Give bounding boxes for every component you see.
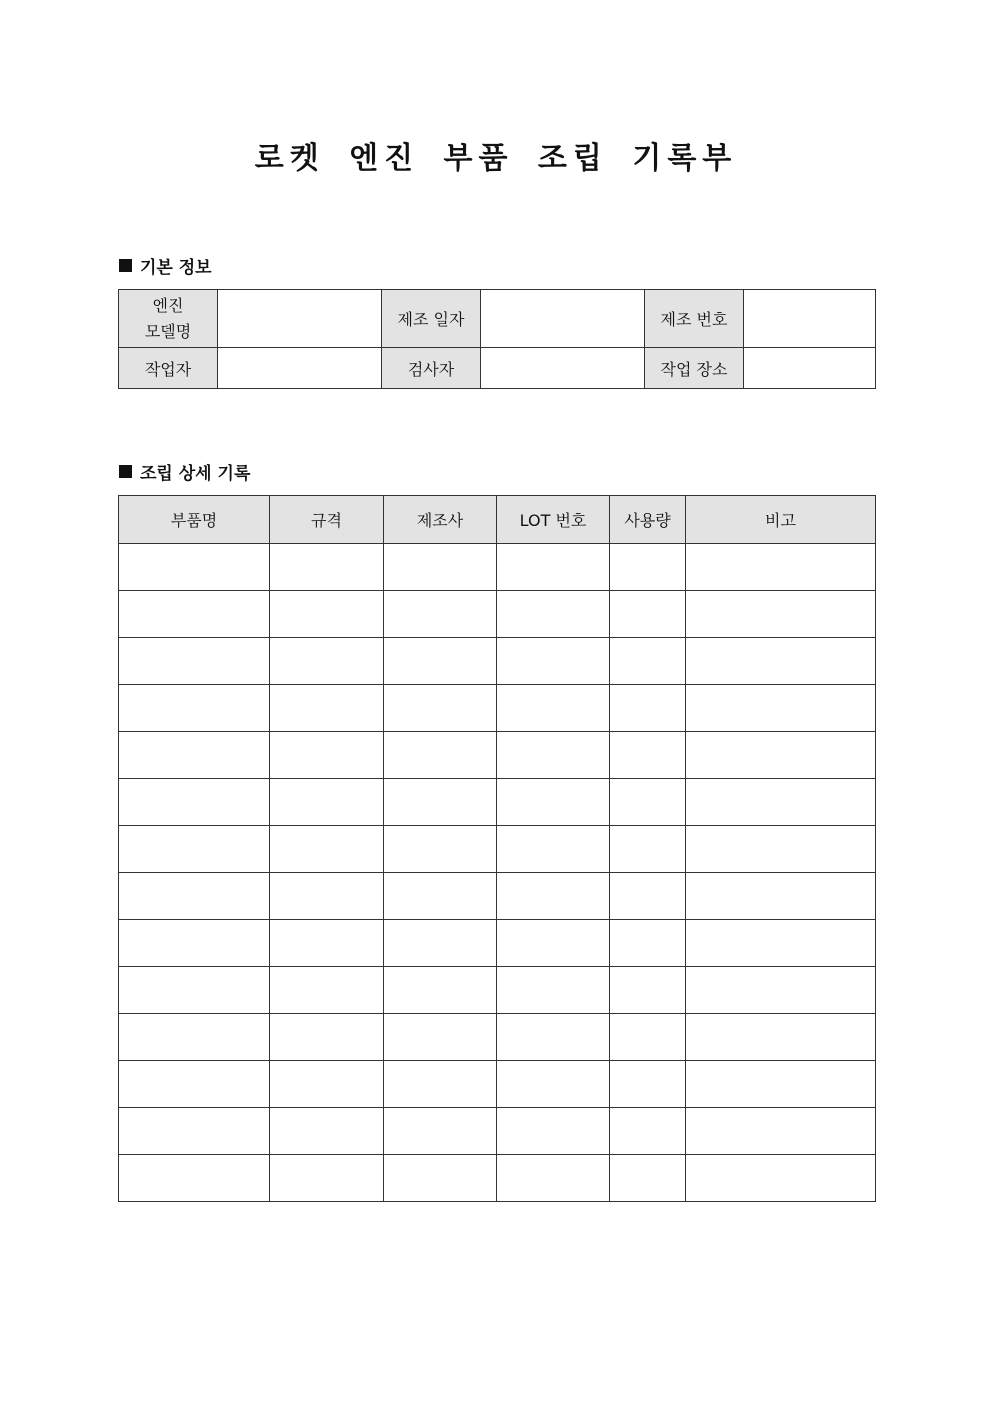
spec-cell[interactable] xyxy=(270,873,384,920)
manufacturer-cell[interactable] xyxy=(384,591,497,638)
manufacturer-cell[interactable] xyxy=(384,1061,497,1108)
part-name-cell[interactable] xyxy=(119,1108,270,1155)
lot-number-cell[interactable] xyxy=(497,779,610,826)
lot-number-cell[interactable] xyxy=(497,826,610,873)
column-header-part-name: 부품명 xyxy=(119,496,270,544)
part-name-cell[interactable] xyxy=(119,1155,270,1202)
table-row xyxy=(119,544,876,591)
table-row xyxy=(119,779,876,826)
lot-number-cell[interactable] xyxy=(497,1108,610,1155)
table-row xyxy=(119,591,876,638)
table-row xyxy=(119,1061,876,1108)
spec-cell[interactable] xyxy=(270,638,384,685)
page-title: 로켓 엔진 부품 조립 기록부 xyxy=(254,141,738,176)
quantity-cell[interactable] xyxy=(610,826,686,873)
mfg-date-label: 제조 일자 xyxy=(382,290,481,348)
assembly-detail-table xyxy=(118,495,876,1202)
table-row xyxy=(119,1014,876,1061)
part-name-cell[interactable] xyxy=(119,779,270,826)
table-row xyxy=(119,967,876,1014)
manufacturer-cell[interactable] xyxy=(384,967,497,1014)
quantity-cell[interactable] xyxy=(610,685,686,732)
part-name-cell[interactable] xyxy=(119,873,270,920)
basic-info-table xyxy=(118,289,876,389)
part-name-cell[interactable] xyxy=(119,967,270,1014)
lot-number-cell[interactable] xyxy=(497,967,610,1014)
part-name-cell[interactable] xyxy=(119,638,270,685)
lot-number-cell[interactable] xyxy=(497,1155,610,1202)
quantity-cell[interactable] xyxy=(610,544,686,591)
engine-model-label-line1: 엔진 xyxy=(152,295,184,315)
remarks-cell[interactable] xyxy=(686,873,876,920)
part-name-cell[interactable] xyxy=(119,732,270,779)
table-row xyxy=(119,873,876,920)
lot-number-cell[interactable] xyxy=(497,638,610,685)
column-header-quantity: 사용량 xyxy=(610,496,686,544)
table-row xyxy=(119,685,876,732)
spec-cell[interactable] xyxy=(270,920,384,967)
remarks-cell[interactable] xyxy=(686,732,876,779)
spec-cell[interactable] xyxy=(270,732,384,779)
work-location-label: 작업 장소 xyxy=(645,348,744,389)
column-header-manufacturer: 제조사 xyxy=(384,496,497,544)
lot-number-cell[interactable] xyxy=(497,873,610,920)
remarks-cell[interactable] xyxy=(686,685,876,732)
work-location-field[interactable] xyxy=(744,348,876,389)
remarks-cell[interactable] xyxy=(686,591,876,638)
basic-info-heading-label: 기본 정보 xyxy=(140,258,212,278)
manufacturer-cell[interactable] xyxy=(384,826,497,873)
manufacturer-cell[interactable] xyxy=(384,1014,497,1061)
manufacturer-cell[interactable] xyxy=(384,920,497,967)
spec-cell[interactable] xyxy=(270,1014,384,1061)
manufacturer-cell[interactable] xyxy=(384,732,497,779)
square-bullet-icon xyxy=(119,465,132,478)
quantity-cell[interactable] xyxy=(610,920,686,967)
manufacturer-cell[interactable] xyxy=(384,779,497,826)
table-row xyxy=(119,638,876,685)
table-row xyxy=(119,826,876,873)
engine-model-label-line2: 모델명 xyxy=(144,321,192,341)
spec-cell[interactable] xyxy=(270,1155,384,1202)
lot-number-cell[interactable] xyxy=(497,1014,610,1061)
part-name-cell[interactable] xyxy=(119,591,270,638)
quantity-cell[interactable] xyxy=(610,1155,686,1202)
table-row xyxy=(119,1108,876,1155)
remarks-cell[interactable] xyxy=(686,1061,876,1108)
mfg-number-field[interactable] xyxy=(744,290,876,348)
worker-field[interactable] xyxy=(218,348,382,389)
spec-cell[interactable] xyxy=(270,685,384,732)
engine-model-label xyxy=(119,290,218,348)
lot-number-cell[interactable] xyxy=(497,1061,610,1108)
part-name-cell[interactable] xyxy=(119,1014,270,1061)
lot-number-cell[interactable] xyxy=(497,920,610,967)
spec-cell[interactable] xyxy=(270,591,384,638)
inspector-field[interactable] xyxy=(481,348,645,389)
worker-label: 작업자 xyxy=(119,348,218,389)
manufacturer-cell[interactable] xyxy=(384,873,497,920)
mfg-date-field[interactable] xyxy=(481,290,645,348)
part-name-cell[interactable] xyxy=(119,920,270,967)
column-header-remarks: 비고 xyxy=(686,496,876,544)
remarks-cell[interactable] xyxy=(686,779,876,826)
inspector-label: 검사자 xyxy=(382,348,481,389)
column-header-spec: 규격 xyxy=(270,496,384,544)
part-name-cell[interactable] xyxy=(119,685,270,732)
table-row xyxy=(119,1155,876,1202)
lot-number-cell[interactable] xyxy=(497,732,610,779)
manufacturer-cell[interactable] xyxy=(384,685,497,732)
table-row xyxy=(119,732,876,779)
table-header-row xyxy=(119,496,876,544)
manufacturer-cell[interactable] xyxy=(384,1108,497,1155)
remarks-cell[interactable] xyxy=(686,967,876,1014)
quantity-cell[interactable] xyxy=(610,1061,686,1108)
lot-number-cell[interactable] xyxy=(497,685,610,732)
remarks-cell[interactable] xyxy=(686,1155,876,1202)
remarks-cell[interactable] xyxy=(686,826,876,873)
manufacturer-cell[interactable] xyxy=(384,544,497,591)
quantity-cell[interactable] xyxy=(610,1108,686,1155)
manufacturer-cell[interactable] xyxy=(384,638,497,685)
mfg-number-label: 제조 번호 xyxy=(645,290,744,348)
spec-cell[interactable] xyxy=(270,826,384,873)
spec-cell[interactable] xyxy=(270,967,384,1014)
quantity-cell[interactable] xyxy=(610,638,686,685)
spec-cell[interactable] xyxy=(270,544,384,591)
spec-cell[interactable] xyxy=(270,1061,384,1108)
remarks-cell[interactable] xyxy=(686,638,876,685)
part-name-cell[interactable] xyxy=(119,826,270,873)
quantity-cell[interactable] xyxy=(610,967,686,1014)
remarks-cell[interactable] xyxy=(686,1014,876,1061)
quantity-cell[interactable] xyxy=(610,591,686,638)
assembly-detail-heading xyxy=(119,459,250,484)
spec-cell[interactable] xyxy=(270,1108,384,1155)
engine-model-field[interactable] xyxy=(218,290,382,348)
quantity-cell[interactable] xyxy=(610,873,686,920)
part-name-cell[interactable] xyxy=(119,544,270,591)
remarks-cell[interactable] xyxy=(686,1108,876,1155)
lot-number-cell[interactable] xyxy=(497,544,610,591)
basic-info-heading xyxy=(119,253,212,278)
quantity-cell[interactable] xyxy=(610,732,686,779)
lot-number-cell[interactable] xyxy=(497,591,610,638)
spec-cell[interactable] xyxy=(270,779,384,826)
square-bullet-icon xyxy=(119,259,132,272)
column-header-lot-number: LOT 번호 xyxy=(497,496,610,544)
assembly-detail-heading-label: 조립 상세 기록 xyxy=(140,464,251,484)
remarks-cell[interactable] xyxy=(686,544,876,591)
manufacturer-cell[interactable] xyxy=(384,1155,497,1202)
table-row xyxy=(119,920,876,967)
remarks-cell[interactable] xyxy=(686,920,876,967)
quantity-cell[interactable] xyxy=(610,779,686,826)
quantity-cell[interactable] xyxy=(610,1014,686,1061)
part-name-cell[interactable] xyxy=(119,1061,270,1108)
